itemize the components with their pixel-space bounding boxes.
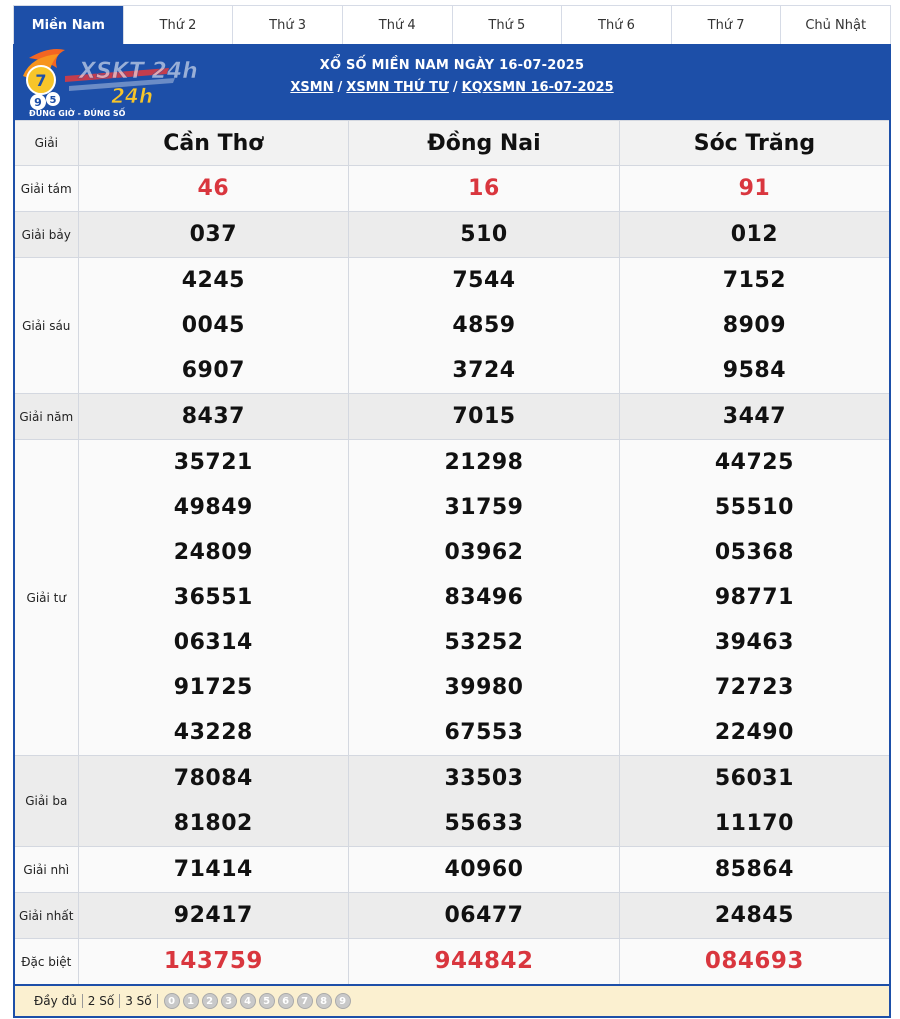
- prize-cell: [349, 847, 620, 893]
- prize-number[interactable]: 24809: [173, 540, 253, 565]
- prize-number[interactable]: 49849: [173, 495, 253, 520]
- prize-number[interactable]: 8437: [181, 404, 245, 429]
- prize-number[interactable]: 43228: [173, 720, 253, 745]
- prize-number[interactable]: 4859: [452, 313, 516, 338]
- prize-label: Giải bảy: [14, 212, 78, 258]
- prize-number[interactable]: 24845: [714, 903, 794, 928]
- prize-number[interactable]: 83496: [444, 585, 524, 610]
- prize-cell: [349, 893, 620, 939]
- prize-number[interactable]: 44725: [714, 450, 794, 475]
- filter-3-digits[interactable]: 3 Số: [125, 994, 152, 1008]
- banner-links: XSMN / XSMN THỨ TƯ / KQXSMN 16-07-2025: [290, 80, 614, 95]
- prize-number[interactable]: 8909: [722, 313, 787, 338]
- prize-number[interactable]: 084693: [704, 948, 804, 974]
- digit-ball-9[interactable]: 9: [335, 993, 351, 1009]
- prize-number[interactable]: 03962: [444, 540, 524, 565]
- prize-cell: [619, 394, 890, 440]
- tab-thu-3[interactable]: Thứ 3: [232, 6, 342, 44]
- prize-number[interactable]: 91: [738, 176, 771, 201]
- tab-thu-6[interactable]: Thứ 6: [561, 6, 671, 44]
- prize-number[interactable]: 35721: [173, 450, 253, 475]
- prize-number[interactable]: 0045: [181, 313, 245, 338]
- digit-ball-4[interactable]: 4: [240, 993, 256, 1009]
- prize-row-giai-nam: [14, 394, 890, 440]
- prize-cell: [619, 166, 890, 212]
- header-banner: [13, 44, 891, 120]
- prize-number[interactable]: 53252: [444, 630, 524, 655]
- prize-number[interactable]: 510: [460, 222, 508, 247]
- prize-number[interactable]: 06477: [444, 903, 524, 928]
- day-tabs: [13, 5, 891, 44]
- prize-number[interactable]: 012: [730, 222, 779, 247]
- prize-number[interactable]: 7015: [452, 404, 516, 429]
- prize-cell: [349, 394, 620, 440]
- prize-cell: [619, 893, 890, 939]
- prize-number[interactable]: 037: [189, 222, 238, 247]
- prize-number[interactable]: 71414: [173, 857, 253, 882]
- prize-cell: [78, 258, 349, 394]
- filter-2-digits[interactable]: 2 Số: [87, 994, 115, 1008]
- prize-row-giai-tu: [14, 440, 890, 756]
- prize-number[interactable]: 16: [468, 176, 500, 201]
- prize-label: Giải ba: [14, 756, 78, 847]
- tab-thu-7[interactable]: Thứ 7: [671, 6, 781, 44]
- prize-number[interactable]: 67553: [444, 720, 524, 745]
- prize-number[interactable]: 91725: [173, 675, 253, 700]
- prize-number[interactable]: 3447: [722, 404, 787, 429]
- prize-cell: [78, 166, 349, 212]
- prize-cell: [349, 258, 620, 394]
- prize-cell: [78, 212, 349, 258]
- prize-number[interactable]: 7152: [722, 268, 787, 293]
- link-kqxsmn-date[interactable]: KQXSMN 16-07-2025: [461, 80, 614, 95]
- prize-label: Giải nhất: [14, 893, 78, 939]
- prize-row-giai-ba: [14, 756, 890, 847]
- digit-ball-2[interactable]: 2: [202, 993, 218, 1009]
- prize-number[interactable]: 46: [197, 176, 230, 201]
- prize-cell: [619, 258, 890, 394]
- prize-number[interactable]: 39463: [714, 630, 794, 655]
- prize-number[interactable]: 85864: [714, 857, 794, 882]
- prize-number[interactable]: 78084: [173, 766, 253, 791]
- header-label: Giải: [14, 121, 78, 166]
- prize-cell: [349, 166, 620, 212]
- digit-ball-8[interactable]: 8: [316, 993, 332, 1009]
- digit-ball-0[interactable]: 0: [164, 993, 180, 1009]
- prize-number[interactable]: 6907: [181, 358, 245, 383]
- province-header-row: [14, 121, 890, 166]
- prize-number[interactable]: 31759: [444, 495, 524, 520]
- link-xsmn[interactable]: XSMN: [290, 80, 334, 95]
- prize-cell: [619, 440, 890, 756]
- prize-row-giai-nhi: [14, 847, 890, 893]
- prize-cell: [619, 212, 890, 258]
- prize-number[interactable]: 21298: [444, 450, 524, 475]
- logo-slogan: ĐÚNG GIỜ - ĐÚNG SỐ: [29, 109, 126, 118]
- prize-label: Đặc biệt: [14, 939, 78, 986]
- logo-ball-7: 7: [35, 71, 47, 90]
- prize-number[interactable]: 9584: [722, 358, 787, 383]
- prize-cell: [78, 440, 349, 756]
- prize-cell: [349, 939, 620, 986]
- link-xsmn-thu-tu[interactable]: XSMN THỨ TƯ: [346, 80, 449, 95]
- logo-ball-5: 5: [49, 95, 57, 106]
- province-dong-nai[interactable]: Đồng Nai: [349, 121, 620, 166]
- prize-row-giai-tam: [14, 166, 890, 212]
- tab-thu-5[interactable]: Thứ 5: [452, 6, 562, 44]
- digit-filter: [164, 993, 351, 1009]
- prize-row-giai-bay: [14, 212, 890, 258]
- prize-label: Giải nhì: [14, 847, 78, 893]
- prize-number[interactable]: 36551: [173, 585, 253, 610]
- prize-number[interactable]: 4245: [181, 268, 245, 293]
- filter-full[interactable]: Đầy đủ: [34, 994, 77, 1008]
- prize-number[interactable]: 55510: [714, 495, 794, 520]
- province-can-tho[interactable]: Cần Thơ: [78, 121, 349, 166]
- prize-number[interactable]: 39980: [444, 675, 524, 700]
- logo-ball-9: 9: [34, 96, 42, 109]
- prize-number[interactable]: 92417: [173, 903, 253, 928]
- tab-thu-4[interactable]: Thứ 4: [342, 6, 452, 44]
- prize-number[interactable]: 33503: [444, 766, 524, 791]
- prize-cell: [349, 212, 620, 258]
- prize-label: Giải sáu: [14, 258, 78, 394]
- prize-number[interactable]: 143759: [163, 948, 263, 974]
- prize-number[interactable]: 7544: [452, 268, 516, 293]
- prize-cell: [78, 756, 349, 847]
- prize-number[interactable]: 40960: [444, 857, 524, 882]
- logo-brand: XSKT 24h: [79, 59, 198, 84]
- prize-number[interactable]: 81802: [173, 811, 253, 836]
- results-table: [13, 120, 891, 986]
- prize-number[interactable]: 55633: [444, 811, 524, 836]
- banner-title: XỔ SỐ MIỀN NAM NGÀY 16-07-2025: [319, 58, 585, 73]
- prize-cell: [78, 394, 349, 440]
- number-filter-bar: [13, 986, 891, 1018]
- prize-row-dac-biet: [14, 939, 890, 986]
- prize-row-giai-nhat: [14, 893, 890, 939]
- prize-number[interactable]: 944842: [434, 948, 534, 974]
- digit-ball-5[interactable]: 5: [259, 993, 275, 1009]
- tab-mien-nam[interactable]: Miền Nam: [14, 6, 123, 44]
- prize-number[interactable]: 22490: [714, 720, 794, 745]
- prize-cell: [78, 939, 349, 986]
- prize-number[interactable]: 72723: [714, 675, 794, 700]
- prize-cell: [619, 939, 890, 986]
- tab-thu-2[interactable]: Thứ 2: [123, 6, 233, 44]
- prize-number[interactable]: 3724: [452, 358, 516, 383]
- tab-chu-nhat[interactable]: Chủ Nhật: [780, 6, 890, 44]
- prize-number[interactable]: 56031: [714, 766, 794, 791]
- svg-text:24h: 24h: [111, 84, 154, 108]
- prize-number[interactable]: 11170: [714, 811, 794, 836]
- province-soc-trang[interactable]: Sóc Trăng: [619, 121, 890, 166]
- prize-cell: [349, 756, 620, 847]
- digit-ball-1[interactable]: 1: [183, 993, 199, 1009]
- results-widget: [13, 5, 891, 1018]
- prize-number[interactable]: 98771: [714, 585, 794, 610]
- prize-label: Giải năm: [14, 394, 78, 440]
- prize-cell: [78, 847, 349, 893]
- prize-cell: [619, 847, 890, 893]
- prize-cell: [619, 756, 890, 847]
- prize-row-giai-sau: [14, 258, 890, 394]
- digit-ball-3[interactable]: 3: [221, 993, 237, 1009]
- prize-cell: [78, 893, 349, 939]
- digit-ball-6[interactable]: 6: [278, 993, 294, 1009]
- prize-number[interactable]: 05368: [714, 540, 794, 565]
- prize-label: Giải tư: [14, 440, 78, 756]
- prize-label: Giải tám: [14, 166, 78, 212]
- prize-cell: [349, 440, 620, 756]
- prize-number[interactable]: 06314: [173, 630, 253, 655]
- digit-ball-7[interactable]: 7: [297, 993, 313, 1009]
